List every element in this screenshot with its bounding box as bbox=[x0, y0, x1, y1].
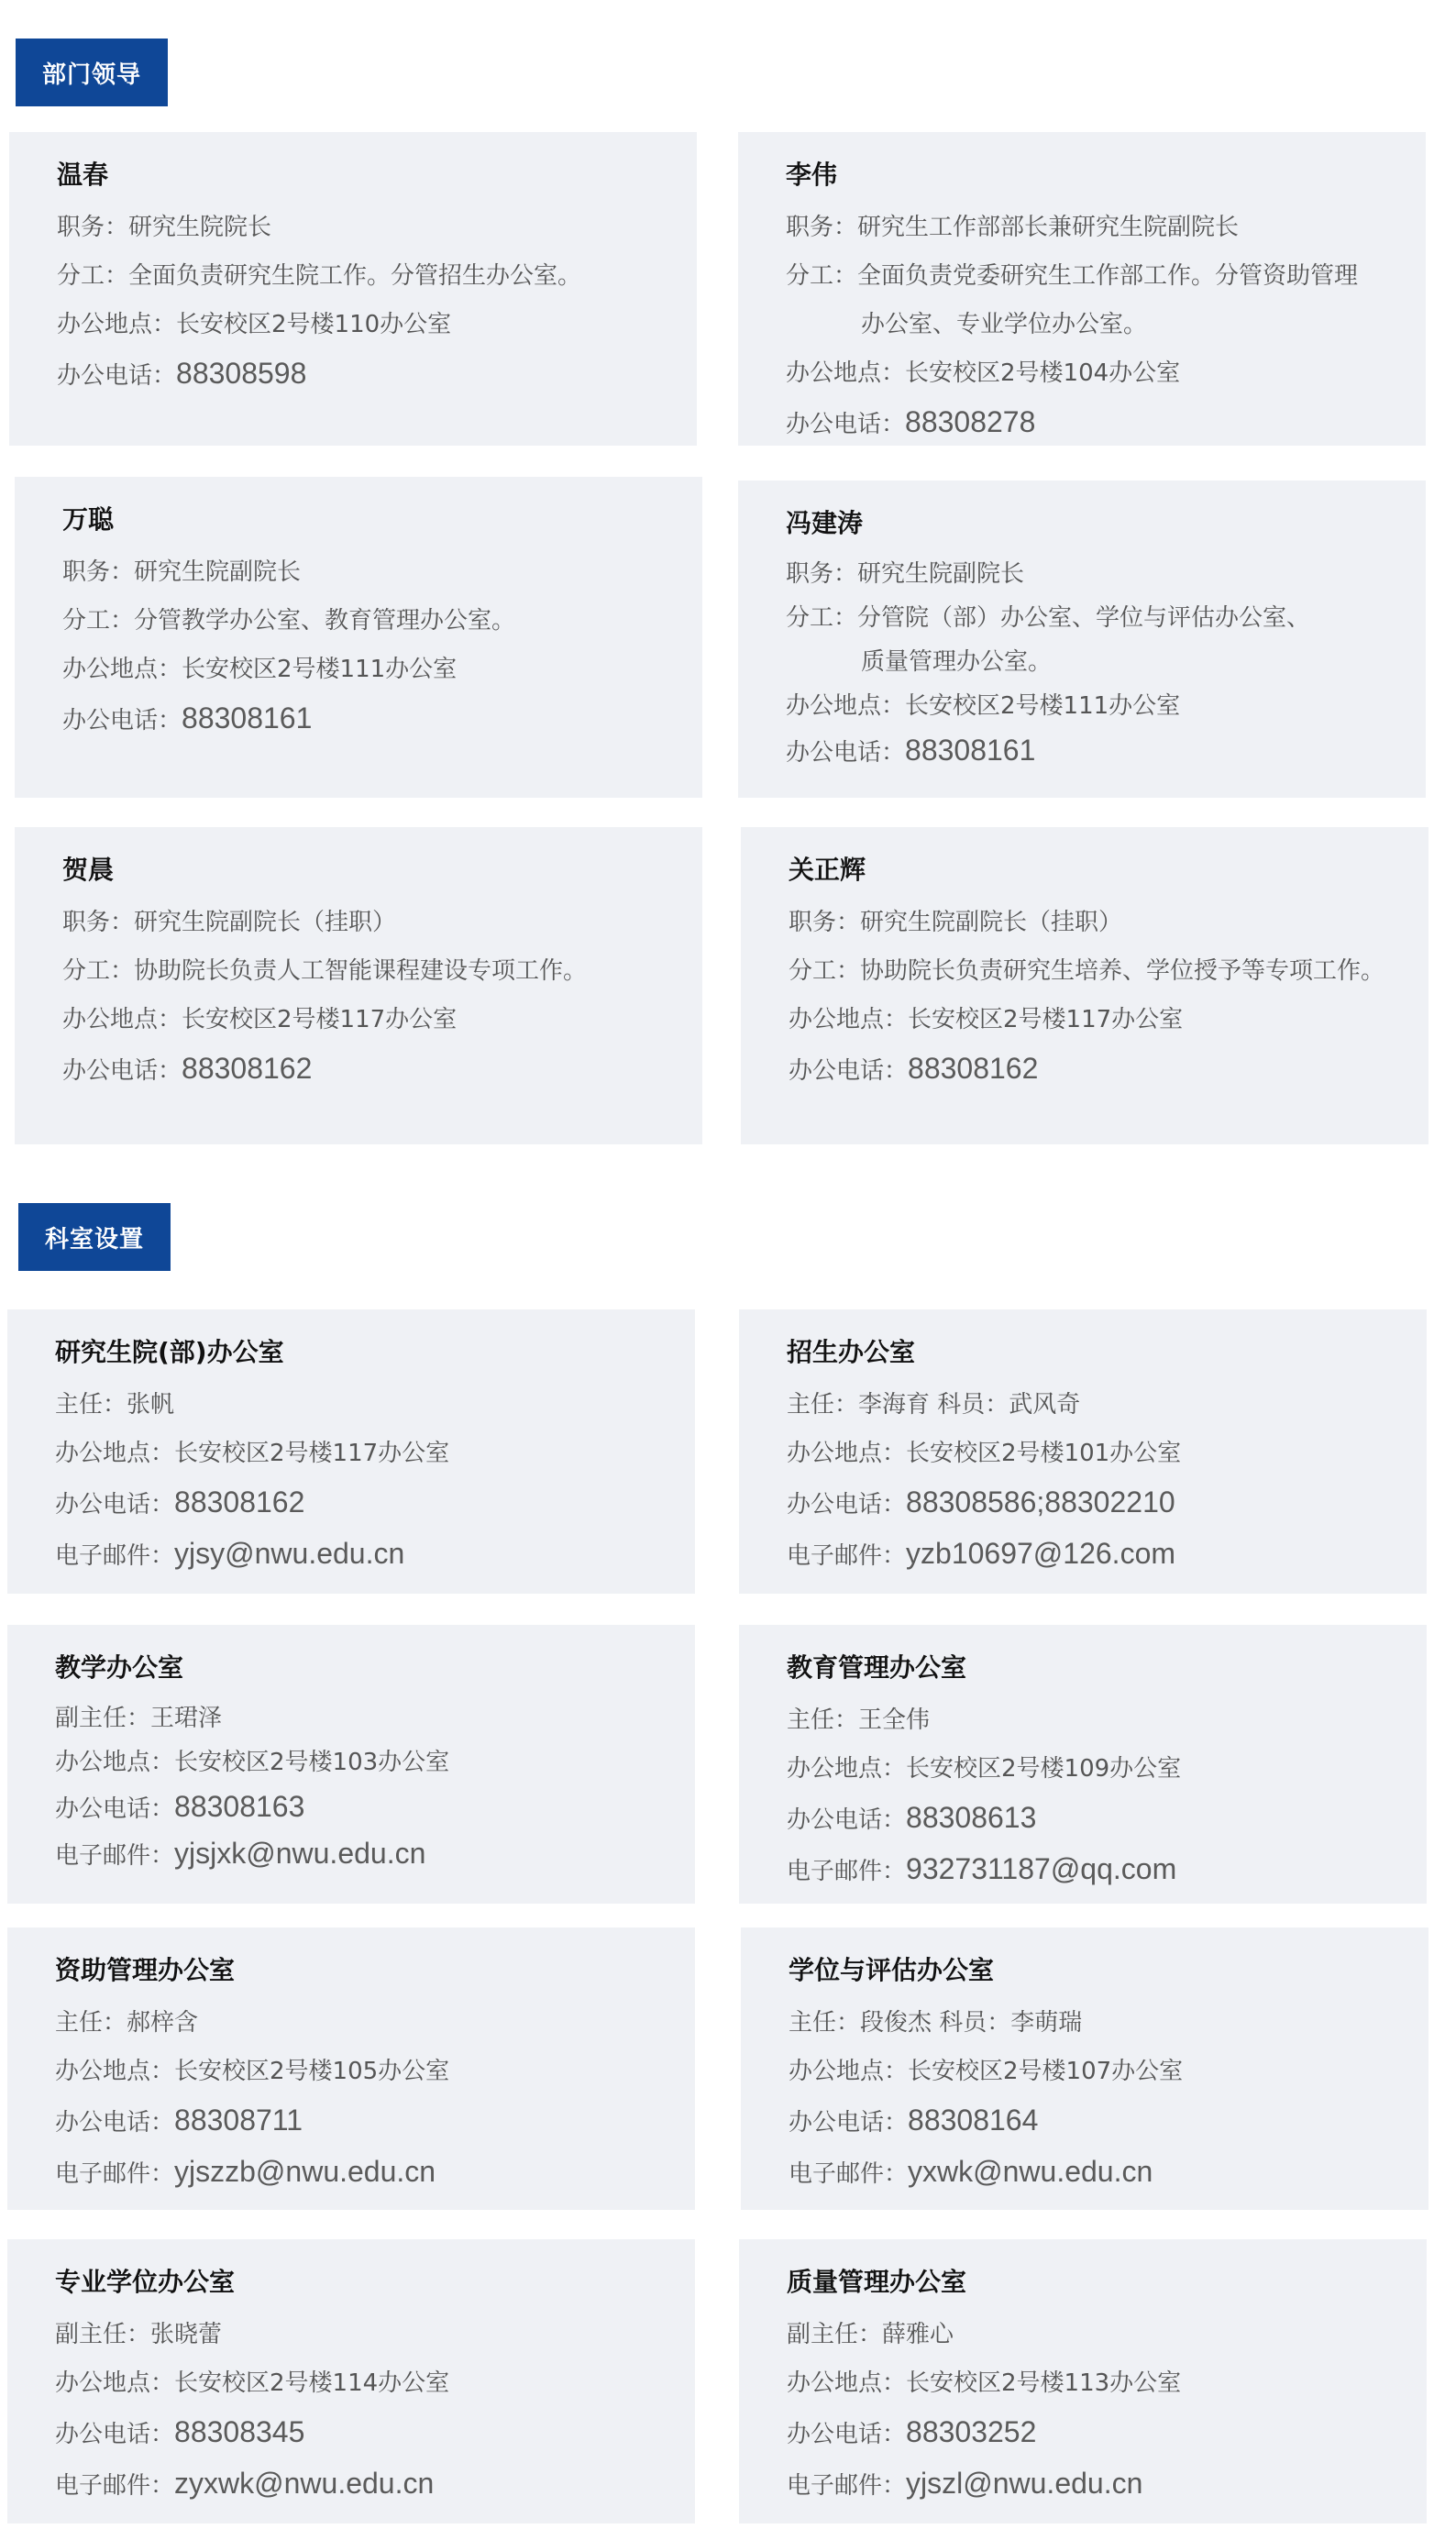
info-value: 研究生工作部部长兼研究生院副院长 bbox=[857, 214, 1240, 241]
info-label: 电子邮件： bbox=[787, 2472, 907, 2500]
info-label: 办公电话： bbox=[55, 2421, 175, 2448]
card-name: 教学办公室 bbox=[55, 1652, 184, 1683]
info-line bbox=[787, 2408, 1381, 2459]
info-line bbox=[789, 1999, 1383, 2048]
info-line bbox=[786, 398, 1380, 449]
info-line bbox=[55, 1831, 649, 1878]
info-line bbox=[786, 552, 1380, 596]
info-line bbox=[787, 1794, 1381, 1845]
info-value: 长安校区2号楼114办公室 bbox=[174, 2369, 450, 2397]
info-line bbox=[789, 899, 1383, 947]
info-line bbox=[787, 1530, 1381, 1581]
info-label: 办公电话： bbox=[789, 2109, 909, 2137]
card-name: 招生办公室 bbox=[787, 1337, 916, 1367]
info-value: 全面负责党委研究生工作部工作。分管资助管理 bbox=[857, 262, 1359, 290]
info-line bbox=[789, 2048, 1383, 2096]
info-value: 88308598 bbox=[176, 357, 307, 390]
info-line bbox=[62, 947, 656, 996]
card-name: 李伟 bbox=[786, 160, 838, 190]
info-value: 长安校区2号楼101办公室 bbox=[906, 1440, 1182, 1467]
info-label: 主任： bbox=[789, 2009, 861, 2037]
info-line bbox=[55, 1478, 649, 1530]
info-label: 电子邮件： bbox=[789, 2160, 909, 2188]
info-line bbox=[62, 899, 656, 947]
info-label: 职务： bbox=[786, 214, 858, 241]
info-value[interactable]: zyxwk@nwu.edu.cn bbox=[174, 2467, 435, 2500]
info-label: 职务： bbox=[786, 560, 858, 588]
info-value: 88308163 bbox=[174, 1790, 305, 1823]
info-value: 88308164 bbox=[908, 2104, 1039, 2137]
info-label: 电子邮件： bbox=[55, 2160, 175, 2188]
info-value: 88308161 bbox=[905, 734, 1036, 767]
info-label: 办公地点： bbox=[786, 692, 906, 720]
info-line bbox=[55, 2359, 649, 2408]
info-value: 研究生院副院长 bbox=[134, 558, 302, 586]
card-name: 冯建涛 bbox=[786, 508, 864, 538]
info-label: 职务： bbox=[789, 909, 861, 936]
info-label: 分工： bbox=[62, 607, 135, 635]
info-value: 88308161 bbox=[182, 701, 313, 734]
info-value: 88308162 bbox=[182, 1052, 313, 1085]
info-line bbox=[55, 1430, 649, 1478]
info-line bbox=[57, 252, 651, 301]
info-label: 办公电话： bbox=[62, 1057, 182, 1085]
info-line bbox=[786, 640, 1380, 684]
info-value: 88308711 bbox=[174, 2104, 303, 2137]
info-label: 办公电话： bbox=[55, 2109, 175, 2137]
info-label: 主任： bbox=[787, 1706, 859, 1734]
info-value: 88308278 bbox=[905, 405, 1036, 438]
info-value: 研究生院院长 bbox=[128, 214, 272, 241]
info-label: 办公地点： bbox=[787, 2369, 907, 2397]
card-name: 资助管理办公室 bbox=[55, 1955, 236, 1985]
card-name: 质量管理办公室 bbox=[787, 2267, 967, 2297]
office-card-4 bbox=[739, 1625, 1427, 1904]
info-label: 办公地点： bbox=[55, 1749, 175, 1776]
info-value[interactable]: yzb10697@126.com bbox=[906, 1537, 1176, 1570]
info-line bbox=[55, 2148, 649, 2199]
card-name: 贺晨 bbox=[62, 855, 115, 885]
info-value: 质量管理办公室。 bbox=[861, 648, 1053, 676]
info-label: 办公地点： bbox=[789, 1006, 909, 1033]
section-title-offices: 科室设置 bbox=[18, 1203, 171, 1271]
info-value: 88308162 bbox=[174, 1485, 305, 1519]
info-value: 薛雅心 bbox=[882, 2321, 954, 2348]
info-label: 副主任： bbox=[787, 2321, 883, 2348]
info-label: 主任： bbox=[55, 1391, 127, 1419]
info-label: 办公电话： bbox=[786, 411, 906, 438]
info-label: 分工： bbox=[786, 604, 858, 632]
info-line bbox=[55, 1381, 649, 1430]
info-label: 分工： bbox=[789, 957, 861, 985]
info-value: 88308345 bbox=[174, 2415, 305, 2448]
info-line bbox=[787, 1478, 1381, 1530]
info-line bbox=[789, 996, 1383, 1044]
info-line bbox=[786, 301, 1380, 349]
info-line bbox=[55, 1999, 649, 2048]
info-value: 分管教学办公室、教育管理办公室。 bbox=[134, 607, 516, 635]
info-value: 研究生院副院长 bbox=[857, 560, 1025, 588]
info-value: 长安校区2号楼107办公室 bbox=[908, 2058, 1184, 2085]
info-value: 李海育 科员：武风奇 bbox=[858, 1391, 1081, 1419]
info-label: 主任： bbox=[787, 1391, 859, 1419]
info-label: 职务： bbox=[57, 214, 129, 241]
info-line bbox=[789, 1044, 1383, 1096]
info-label: 电子邮件： bbox=[55, 2472, 175, 2500]
info-label: 办公地点： bbox=[789, 2058, 909, 2085]
info-value: 长安校区2号楼117办公室 bbox=[908, 1006, 1184, 1033]
info-label: 主任： bbox=[55, 2009, 127, 2037]
card-name: 万聪 bbox=[62, 504, 115, 535]
info-line bbox=[787, 1381, 1381, 1430]
info-value: 协助院长负责人工智能课程建设专项工作。 bbox=[134, 957, 588, 985]
info-value: 段俊杰 科员：李萌瑞 bbox=[860, 2009, 1083, 2037]
info-label: 办公电话： bbox=[787, 1806, 907, 1834]
info-line bbox=[55, 1784, 649, 1831]
info-label: 副主任： bbox=[55, 2321, 151, 2348]
info-value: 张帆 bbox=[127, 1391, 175, 1419]
office-card-7 bbox=[7, 2239, 695, 2523]
info-line bbox=[787, 2359, 1381, 2408]
info-label: 办公电话： bbox=[787, 2421, 907, 2448]
info-line bbox=[787, 1430, 1381, 1478]
info-line bbox=[789, 2148, 1383, 2199]
info-value[interactable]: yjszzb@nwu.edu.cn bbox=[174, 2155, 436, 2188]
info-line bbox=[786, 728, 1380, 775]
info-value: 长安校区2号楼105办公室 bbox=[174, 2058, 450, 2085]
info-value[interactable]: yxwk@nwu.edu.cn bbox=[908, 2155, 1153, 2188]
info-line bbox=[55, 2096, 649, 2148]
leader-card-5 bbox=[15, 827, 702, 1144]
info-label: 分工： bbox=[786, 262, 858, 290]
card-name: 专业学位办公室 bbox=[55, 2267, 236, 2297]
office-card-3 bbox=[7, 1625, 695, 1904]
info-label: 职务： bbox=[62, 558, 135, 586]
info-line bbox=[786, 596, 1380, 640]
info-value: 全面负责研究生院工作。分管招生办公室。 bbox=[128, 262, 582, 290]
info-line bbox=[55, 1696, 649, 1740]
info-label: 办公电话： bbox=[55, 1491, 175, 1519]
info-line bbox=[62, 646, 656, 694]
info-value: 88308613 bbox=[906, 1801, 1037, 1834]
info-line bbox=[57, 204, 651, 252]
info-line bbox=[55, 1740, 649, 1784]
info-value: 王全伟 bbox=[858, 1706, 931, 1734]
info-label: 办公地点： bbox=[55, 2369, 175, 2397]
info-value: 协助院长负责研究生培养、学位授予等专项工作。 bbox=[860, 957, 1385, 985]
info-value: 王珺泽 bbox=[150, 1705, 223, 1732]
info-line bbox=[62, 996, 656, 1044]
office-card-1 bbox=[7, 1309, 695, 1594]
info-label: 电子邮件： bbox=[787, 1858, 907, 1885]
info-value: 88308162 bbox=[908, 1052, 1039, 1085]
section-title-leaders: 部门领导 bbox=[16, 39, 168, 106]
info-value: 长安校区2号楼113办公室 bbox=[906, 2369, 1182, 2397]
info-value: 长安校区2号楼111办公室 bbox=[905, 692, 1181, 720]
info-label: 电子邮件： bbox=[787, 1542, 907, 1570]
leader-card-4 bbox=[738, 480, 1426, 798]
office-card-2 bbox=[739, 1309, 1427, 1594]
info-value: 长安校区2号楼104办公室 bbox=[905, 359, 1181, 387]
info-label: 办公电话： bbox=[789, 1057, 909, 1085]
office-card-8 bbox=[739, 2239, 1427, 2523]
info-line bbox=[787, 1696, 1381, 1745]
info-label: 办公地点： bbox=[55, 2058, 175, 2085]
leader-card-1 bbox=[9, 132, 697, 446]
info-label: 电子邮件： bbox=[55, 1842, 175, 1870]
info-value: 长安校区2号楼110办公室 bbox=[176, 311, 452, 338]
info-value: 长安校区2号楼109办公室 bbox=[906, 1755, 1182, 1783]
info-label: 办公地点： bbox=[787, 1440, 907, 1467]
info-value[interactable]: yjsy@nwu.edu.cn bbox=[174, 1537, 405, 1570]
info-line bbox=[55, 1530, 649, 1581]
info-value: 88308586;88302210 bbox=[906, 1485, 1175, 1519]
info-label: 办公电话： bbox=[62, 707, 182, 734]
info-label: 副主任： bbox=[55, 1705, 151, 1732]
info-line bbox=[786, 204, 1380, 252]
info-line bbox=[786, 349, 1380, 398]
info-value[interactable]: 932731187@qq.com bbox=[906, 1852, 1177, 1885]
info-value[interactable]: yjsjxk@nwu.edu.cn bbox=[174, 1837, 426, 1870]
info-line bbox=[62, 597, 656, 646]
card-name: 教育管理办公室 bbox=[787, 1652, 967, 1683]
info-line bbox=[789, 2096, 1383, 2148]
info-label: 办公地点： bbox=[787, 1755, 907, 1783]
info-line bbox=[787, 1745, 1381, 1794]
info-line bbox=[62, 1044, 656, 1096]
info-label: 办公地点： bbox=[55, 1440, 175, 1467]
info-value[interactable]: yjszl@nwu.edu.cn bbox=[906, 2467, 1143, 2500]
info-label: 分工： bbox=[57, 262, 129, 290]
info-label: 分工： bbox=[62, 957, 135, 985]
info-line bbox=[55, 2048, 649, 2096]
card-name: 关正辉 bbox=[789, 855, 866, 885]
info-value: 长安校区2号楼117办公室 bbox=[182, 1006, 458, 1033]
info-line bbox=[55, 2459, 649, 2511]
info-value: 研究生院副院长（挂职） bbox=[860, 909, 1123, 936]
info-line bbox=[787, 1845, 1381, 1896]
office-card-6 bbox=[741, 1927, 1428, 2210]
info-line bbox=[62, 548, 656, 597]
info-line bbox=[787, 2459, 1381, 2511]
info-line bbox=[786, 252, 1380, 301]
card-name: 研究生院(部)办公室 bbox=[55, 1337, 284, 1367]
info-label: 办公电话： bbox=[787, 1491, 907, 1519]
info-value: 研究生院副院长（挂职） bbox=[134, 909, 397, 936]
info-label: 办公电话： bbox=[57, 362, 177, 390]
info-value: 88303252 bbox=[906, 2415, 1037, 2448]
info-label: 办公地点： bbox=[786, 359, 906, 387]
card-name: 学位与评估办公室 bbox=[789, 1955, 995, 1985]
info-line bbox=[55, 2311, 649, 2359]
card-name: 温春 bbox=[57, 160, 109, 190]
info-label: 电子邮件： bbox=[55, 1542, 175, 1570]
info-label: 办公电话： bbox=[55, 1795, 175, 1823]
info-label: 办公电话： bbox=[786, 739, 906, 767]
info-line bbox=[57, 349, 651, 401]
info-value: 长安校区2号楼117办公室 bbox=[174, 1440, 450, 1467]
info-line bbox=[57, 301, 651, 349]
info-label: 办公地点： bbox=[62, 1006, 182, 1033]
office-card-5 bbox=[7, 1927, 695, 2210]
info-line bbox=[787, 2311, 1381, 2359]
info-value: 分管院（部）办公室、学位与评估办公室、 bbox=[857, 604, 1311, 632]
info-line bbox=[62, 694, 656, 745]
info-label: 办公地点： bbox=[62, 656, 182, 683]
info-line bbox=[786, 684, 1380, 728]
info-value: 办公室、专业学位办公室。 bbox=[861, 311, 1148, 338]
leader-card-6 bbox=[741, 827, 1428, 1144]
info-line bbox=[789, 947, 1383, 996]
info-value: 长安校区2号楼111办公室 bbox=[182, 656, 458, 683]
info-label: 职务： bbox=[62, 909, 135, 936]
leader-card-3 bbox=[15, 477, 702, 798]
info-label: 办公地点： bbox=[57, 311, 177, 338]
info-value: 郝梓含 bbox=[127, 2009, 199, 2037]
info-value: 张晓蕾 bbox=[150, 2321, 223, 2348]
info-value: 长安校区2号楼103办公室 bbox=[174, 1749, 450, 1776]
info-line bbox=[55, 2408, 649, 2459]
leader-card-2 bbox=[738, 132, 1426, 446]
